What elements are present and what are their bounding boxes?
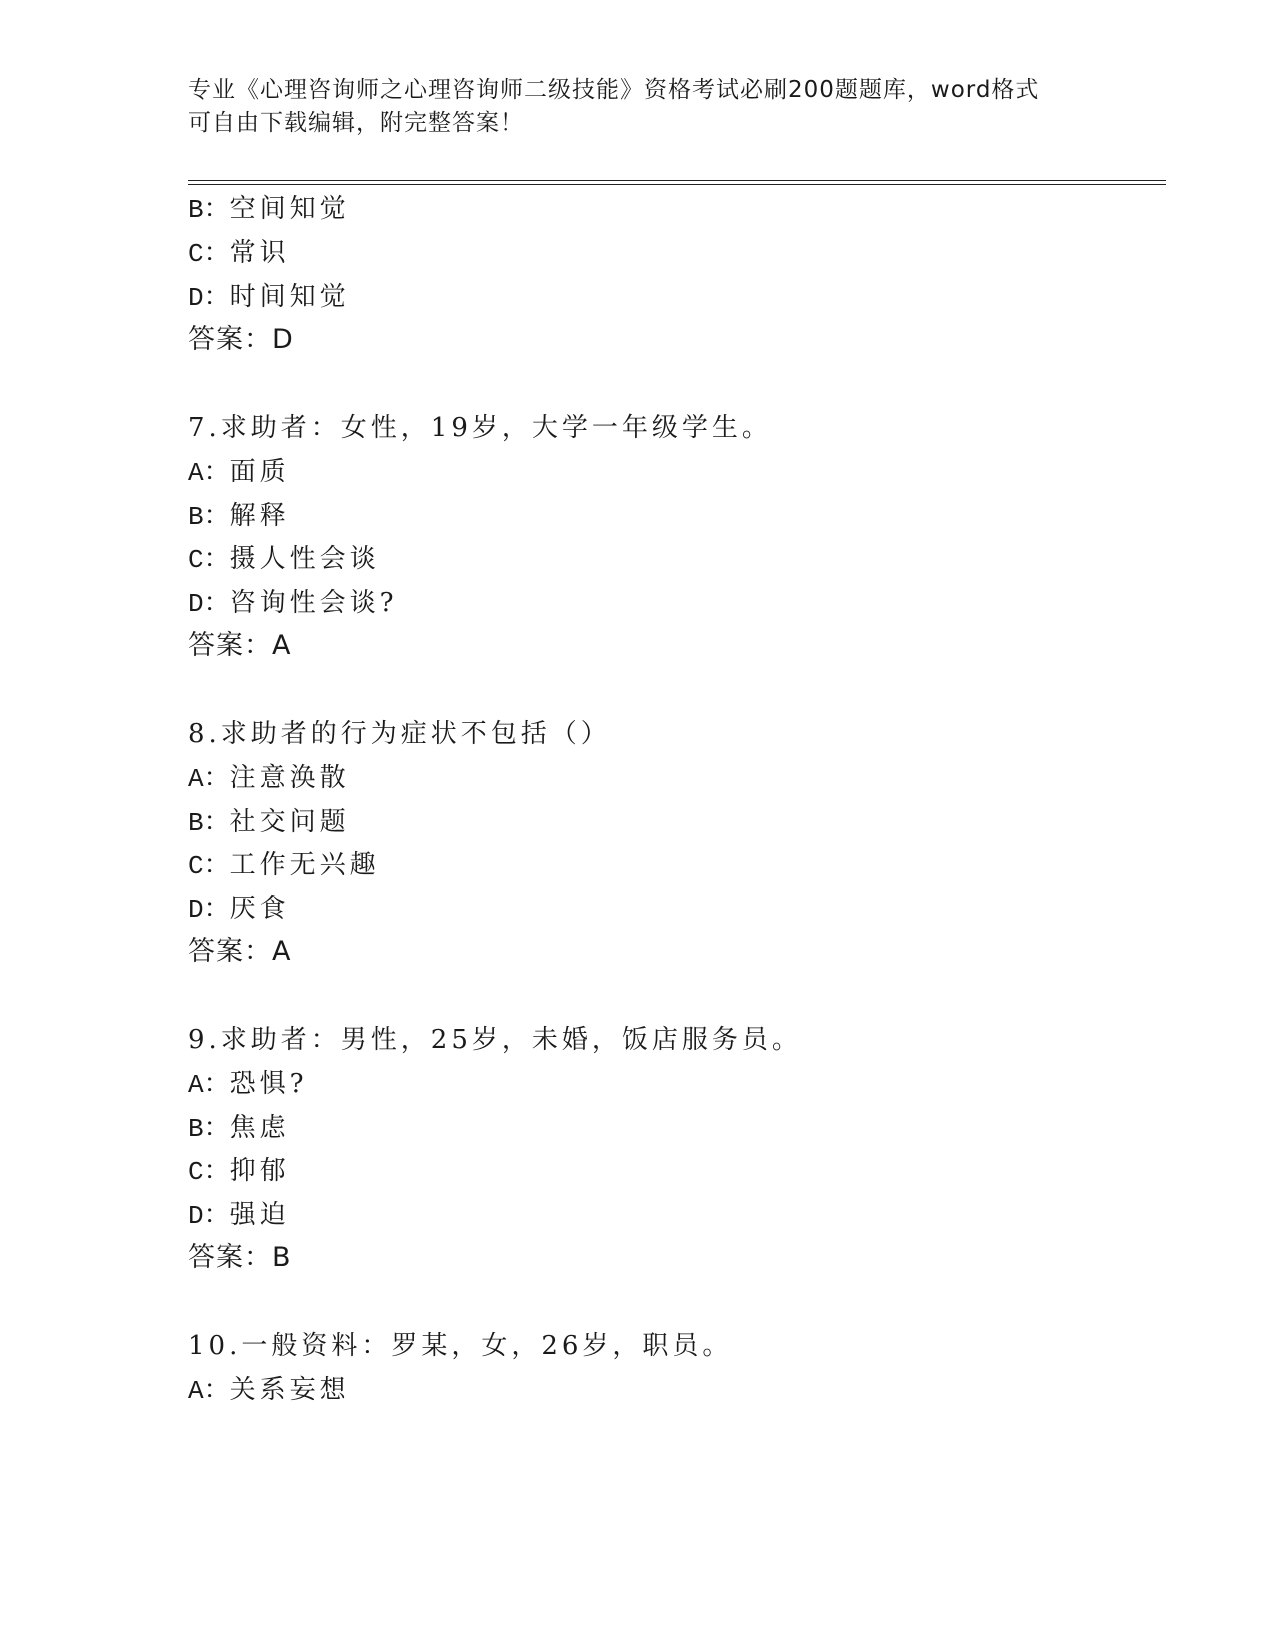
- option-c: C：常识: [188, 238, 290, 269]
- option-b: B：空间知觉: [188, 194, 350, 225]
- option-c: C：抑郁: [188, 1156, 290, 1187]
- question-7: 7.求助者：女性，19岁，大学一年级学生。: [188, 413, 772, 443]
- option-a: A：恐惧?: [188, 1069, 308, 1100]
- option-c: C：摄人性会谈: [188, 544, 380, 575]
- header-line-2: 可自由下载编辑，附完整答案！: [188, 110, 524, 136]
- answer-line: 答案：A: [188, 630, 292, 661]
- option-d: D：厌食: [188, 894, 290, 925]
- question-8: 8.求助者的行为症状不包括（）: [188, 719, 611, 749]
- option-a: A：注意涣散: [188, 763, 350, 794]
- option-b: B：解释: [188, 501, 290, 532]
- question-9: 9.求助者：男性，25岁，未婚，饭店服务员。: [188, 1025, 802, 1055]
- option-c: C：工作无兴趣: [188, 850, 380, 881]
- option-d: D：时间知觉: [188, 282, 350, 313]
- header-divider-bottom: [188, 184, 1166, 185]
- option-a: A：关系妄想: [188, 1375, 350, 1406]
- option-a: A：面质: [188, 457, 290, 488]
- question-10: 10.一般资料：罗某，女，26岁，职员。: [188, 1331, 733, 1361]
- document-header: [188, 74, 1088, 140]
- option-b: B：焦虑: [188, 1113, 290, 1144]
- option-b: B：社交问题: [188, 807, 350, 838]
- header-divider-top: [188, 180, 1166, 181]
- answer-line: 答案：D: [188, 324, 294, 355]
- option-d: D：咨询性会谈?: [188, 588, 398, 619]
- answer-line: 答案：B: [188, 1242, 292, 1273]
- answer-line: 答案：A: [188, 936, 292, 967]
- option-d: D：强迫: [188, 1200, 290, 1231]
- header-line-1: 专业《心理咨询师之心理咨询师二级技能》资格考试必刷200题题库，word格式: [188, 77, 1040, 103]
